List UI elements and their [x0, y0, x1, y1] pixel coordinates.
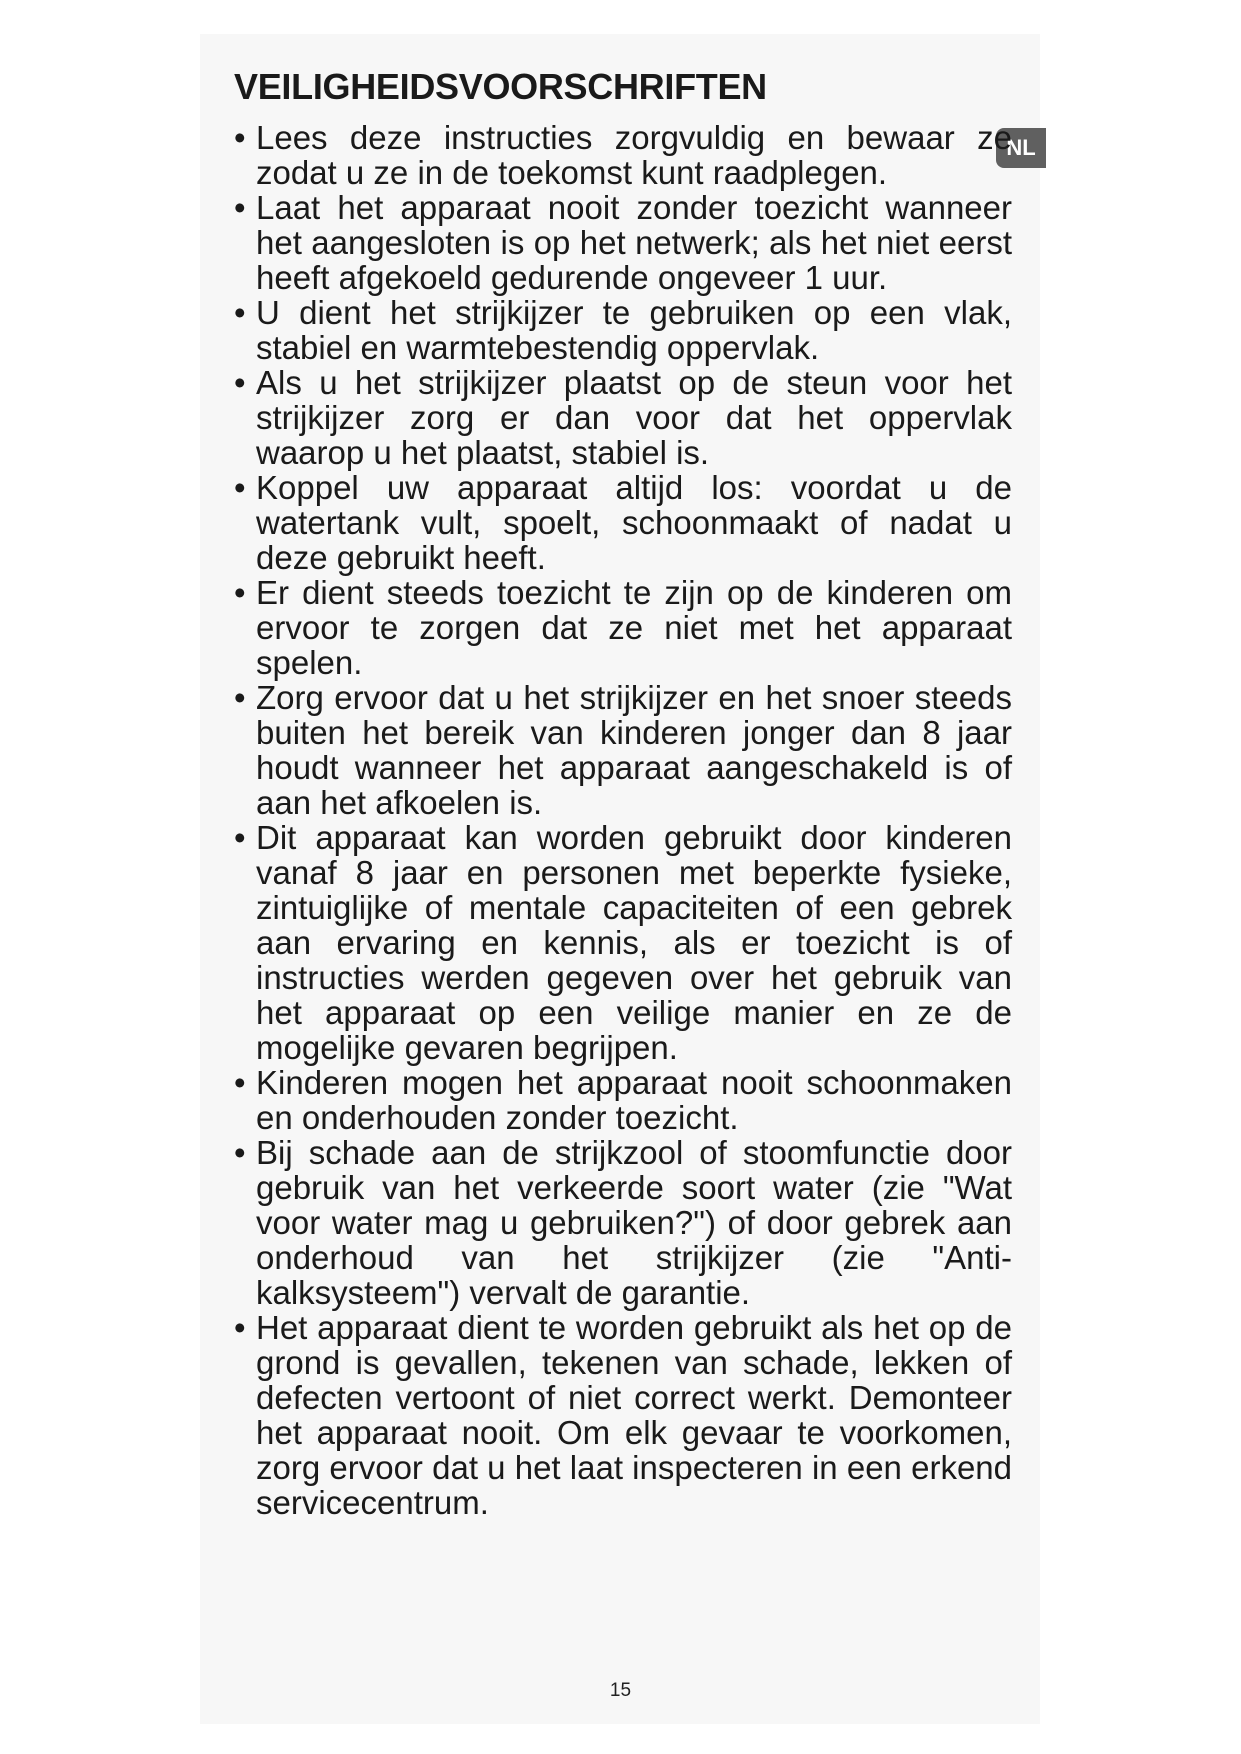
list-item: • Er dient steeds toezicht te zijn op de kinderen om ervoor te zorgen dat ze niet met het apparaat spelen.: [234, 575, 1012, 680]
list-item: • Laat het apparaat nooit zonder toezicht wanneer het aangesloten is op het netwerk; als het niet eerst heeft afgekoeld gedurende ongeveer 1 uur.: [234, 190, 1012, 295]
list-item: • Kinderen mogen het apparaat nooit schoonmaken en onderhouden zonder toezicht.: [234, 1065, 1012, 1135]
page-number: 15: [609, 1680, 632, 1701]
list-item: • Koppel uw apparaat altijd los: voordat u de watertank vult, spoelt, schoonmaakt of nadat u deze gebruikt heeft.: [234, 470, 1012, 575]
language-tab: NL: [996, 128, 1046, 168]
list-item: • Zorg ervoor dat u het strijkijzer en het snoer steeds buiten het bereik van kinderen jonger dan 8 jaar houdt wanneer het apparaat aangeschakeld is of aan het afkoelen is.: [234, 680, 1012, 820]
page-title: VEILIGHEIDSVOORSCHRIFTEN: [234, 66, 767, 107]
safety-instructions-list: [234, 120, 1012, 1520]
list-item: • U dient het strijkijzer te gebruiken op een vlak, stabiel en warmtebestendig oppervlak.: [234, 295, 1012, 365]
list-item: • Bij schade aan de strijkzool of stoomfunctie door gebruik van het verkeerde soort water (zie "Wat voor water mag u gebruiken?") of door gebrek aan onderhoud van het strijkijzer (zie "Anti-kalksysteem") vervalt de garantie.: [234, 1135, 1012, 1310]
list-item: • Als u het strijkijzer plaatst op de steun voor het strijkijzer zorg er dan voor dat het oppervlak waarop u het plaatst, stabiel is.: [234, 365, 1012, 470]
list-item: • Lees deze instructies zorgvuldig en bewaar ze zodat u ze in de toekomst kunt raadplegen.: [234, 120, 1012, 190]
list-item: • Dit apparaat kan worden gebruikt door kinderen vanaf 8 jaar en personen met beperkte fysieke, zintuiglijke of mentale capaciteiten of een gebrek aan ervaring en kennis, als er toezicht is of instructies werden gegeven over het gebruik van het apparaat op een veilige manier en ze de mogelijke gevaren begrijpen.: [234, 820, 1012, 1065]
list-item: • Het apparaat dient te worden gebruikt als het op de grond is gevallen, tekenen van schade, lekken of defecten vertoont of niet correct werkt. Demonteer het apparaat nooit. Om elk gevaar te voorkomen, zorg ervoor dat u het laat inspecteren in een erkend servicecentrum.: [234, 1310, 1012, 1520]
